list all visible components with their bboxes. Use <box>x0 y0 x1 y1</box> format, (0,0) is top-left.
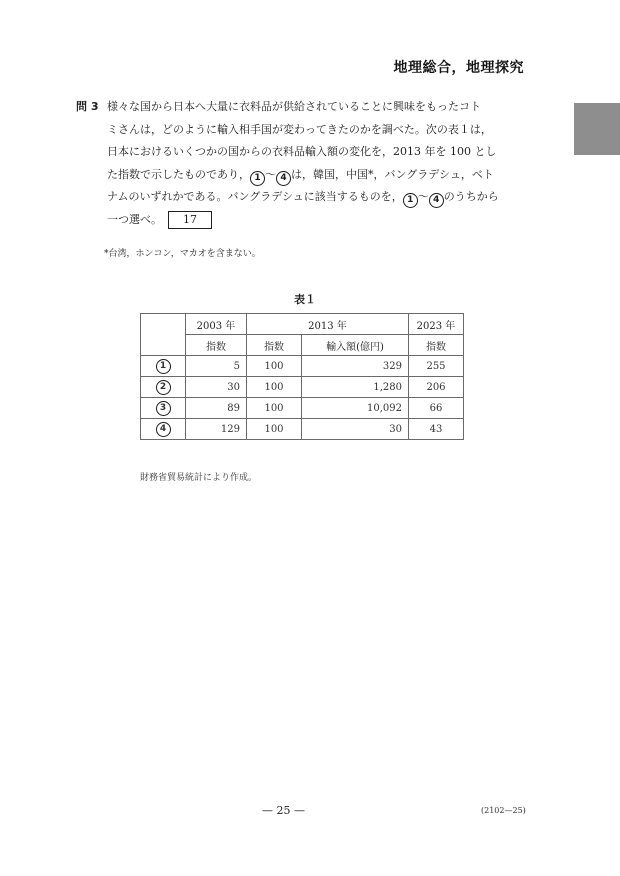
choice-marker: 4 <box>429 193 444 208</box>
cell-index-2023: 66 <box>409 398 464 419</box>
table-row <box>141 356 464 377</box>
cell-index-2013: 100 <box>247 377 302 398</box>
page-number: — 25 — <box>262 804 305 817</box>
choice-marker: 2 <box>156 380 171 395</box>
choice-marker: 3 <box>156 401 171 416</box>
question-body <box>107 96 529 231</box>
import-index-table <box>140 313 464 440</box>
cell-index-2003: 129 <box>186 419 247 440</box>
question-line <box>107 164 529 187</box>
question-line: 様々な国から日本へ大量に衣料品が供給されていることに興味をもったコト <box>107 100 481 113</box>
cell-index-2023: 43 <box>409 419 464 440</box>
header-index-2013: 指数 <box>247 335 302 356</box>
page-header-subject: 地理総合，地理探究 <box>393 60 524 76</box>
header-year-2003: 2003 年 <box>186 314 247 335</box>
cell-index-2013: 100 <box>247 419 302 440</box>
table-row <box>141 398 464 419</box>
cell-import-amount: 30 <box>302 419 409 440</box>
question-line-segment: は，韓国，中国*，バングラデシュ，ベト <box>291 167 494 181</box>
cell-index-2003: 5 <box>186 356 247 377</box>
header-year-2013: 2013 年 <box>247 314 409 335</box>
row-label-cell <box>141 356 186 377</box>
footnote: *台湾，ホンコン，マカオを含まない。 <box>104 249 261 259</box>
side-index-tab <box>574 103 620 155</box>
cell-index-2013: 100 <box>247 398 302 419</box>
answer-box[interactable]: 17 <box>168 211 212 229</box>
cell-index-2013: 100 <box>247 356 302 377</box>
question-line-segment: た指数で示したものであり， <box>107 167 250 181</box>
header-index-2003: 指数 <box>186 335 247 356</box>
table-row <box>141 419 464 440</box>
choice-marker: 4 <box>156 422 171 437</box>
header-index-2023: 指数 <box>409 335 464 356</box>
choice-marker: 4 <box>276 171 291 186</box>
table-corner-cell <box>141 314 186 356</box>
row-label-cell <box>141 398 186 419</box>
row-label-cell <box>141 377 186 398</box>
question-line <box>107 186 529 209</box>
cell-import-amount: 329 <box>302 356 409 377</box>
cell-import-amount: 10,092 <box>302 398 409 419</box>
table-row <box>141 377 464 398</box>
cell-import-amount: 1,280 <box>302 377 409 398</box>
table-title: 表１ <box>294 293 316 306</box>
question-line-segment: ナムのいずれかである。バングラデシュに該当するものを， <box>107 190 403 203</box>
question-label: 問 3 <box>76 100 99 113</box>
table-source-note: 財務省貿易統計により作成。 <box>140 473 258 483</box>
page-code: (2102—25) <box>481 806 526 815</box>
cell-index-2023: 206 <box>409 377 464 398</box>
range-tilde: ～ <box>265 167 276 181</box>
question-line-segment: 一つ選べ。 <box>107 212 162 226</box>
header-import-amount: 輸入額(億円) <box>302 335 409 356</box>
choice-marker: 1 <box>156 359 171 374</box>
cell-index-2023: 255 <box>409 356 464 377</box>
question-line: ミさんは，どのように輸入相手国が変わってきたのかを調べた。次の表１は， <box>107 122 492 136</box>
header-year-2023: 2023 年 <box>409 314 464 335</box>
cell-index-2003: 30 <box>186 377 247 398</box>
question-line: 日本におけるいくつかの国からの衣料品輸入額の変化を，2013 年を 100 とし <box>107 145 497 158</box>
question-line <box>107 209 529 232</box>
question-line-segment: のうちから <box>443 190 499 203</box>
choice-marker: 1 <box>250 171 265 186</box>
choice-marker: 1 <box>403 193 418 208</box>
row-label-cell <box>141 419 186 440</box>
cell-index-2003: 89 <box>186 398 247 419</box>
range-tilde: ～ <box>417 190 429 203</box>
